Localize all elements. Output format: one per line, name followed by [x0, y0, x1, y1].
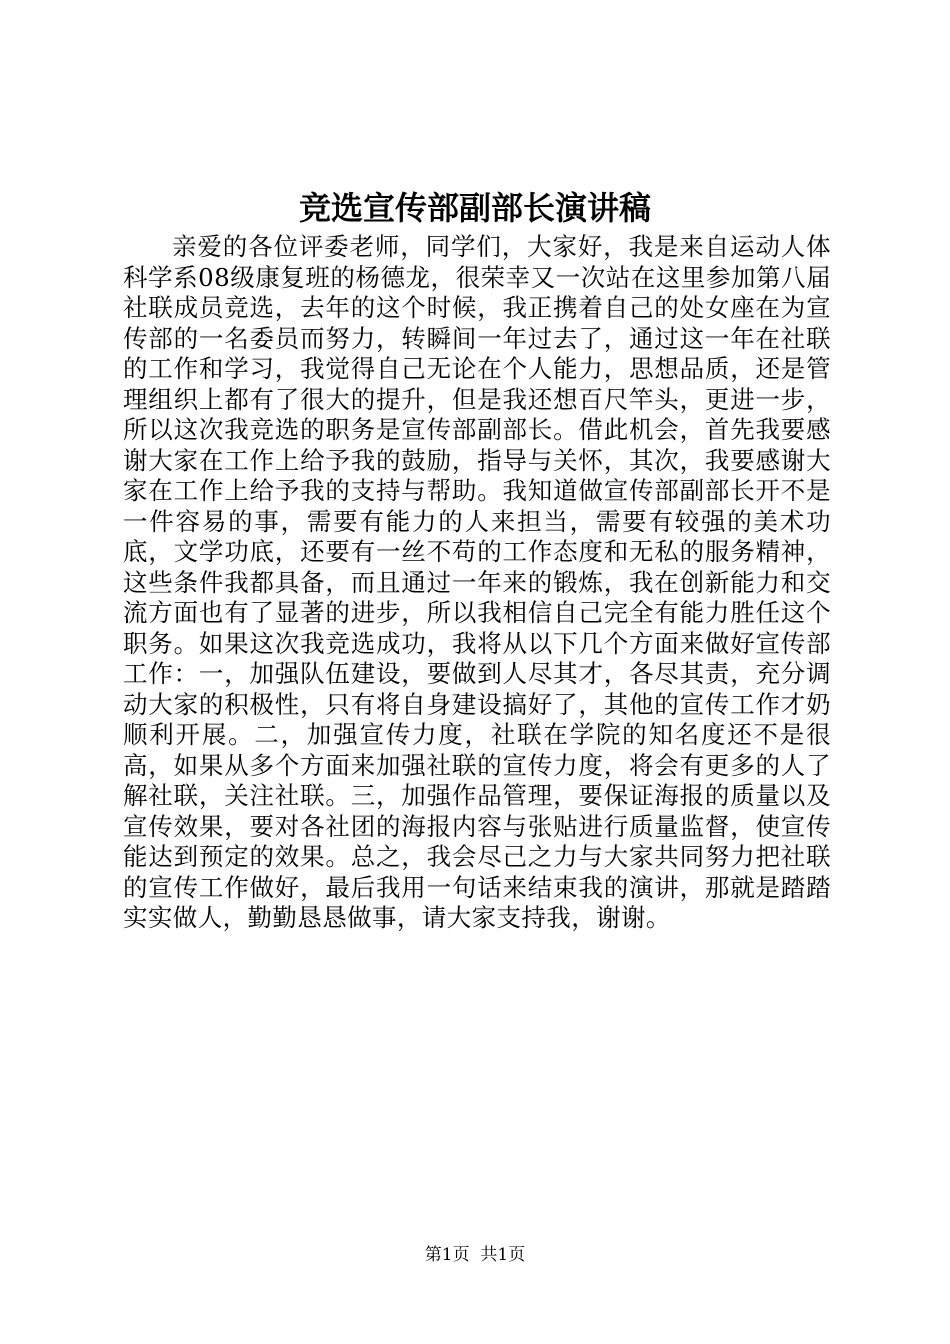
page-number-current: 第1页: [424, 1245, 470, 1265]
document-title: 竞选宣传部副部长演讲稿: [298, 189, 651, 227]
footer-separator: [470, 1245, 481, 1265]
page-footer: [0, 1244, 950, 1266]
page-number-total: 共1页: [480, 1245, 526, 1265]
speech-paragraph: 亲爱的各位评委老师，同学们，大家好，我是来自运动人体科学系08级康复班的杨德龙，很荣幸又一次站在这里参加第八届社联成员竞选，去年的这个时候，我正携着自己的处女座在为宣传部的一名委员而努力，转瞬间一年过去了，通过这一年在社联的工作和学习，我觉得自己无论在个人能力，思想品质，还是管理组织上都有了很大的提升，但是我还想百尺竿头，更进一步，所以这次我竞选的职务是宣传部副部长。借此机会，首先我要感谢大家在工作上给予我的鼓励，指导与关怀，其次，我要感谢大家在工作上给予我的支持与帮助。我知道做宣传部副部长开不是一件容易的事，需要有能力的人来担当，需要有较强的美术功底，文学功底，还要有一丝不苟的工作态度和无私的服务精神，这些条件我都具备，而且通过一年来的锻炼，我在创新能力和交流方面也有了显著的进步，所以我相信自己完全有能力胜任这个职务。如果这次我竞选成功，我将从以下几个方面来做好宣传部工作：一，加强队伍建设，要做到人尽其才，各尽其责，充分调动大家的积极性，只有将自身建设搞好了，其他的宣传工作才奶顺利开展。二，加强宣传力度，社联在学院的知名度还不是很高，如果从多个方面来加强社联的宣传力度，将会有更多的人了解社联，关注社联。三，加强作品管理，要保证海报的质量以及宣传效果，要对各社团的海报内容与张贴进行质量监督，使宣传能达到预定的效果。总之，我会尽己之力与大家共同努力把社联的宣传工作做好，最后我用一句话来结束我的演讲，那就是踏踏实实做人，勤勤恳恳做事，请大家支持我，谢谢。: [123, 232, 831, 932]
